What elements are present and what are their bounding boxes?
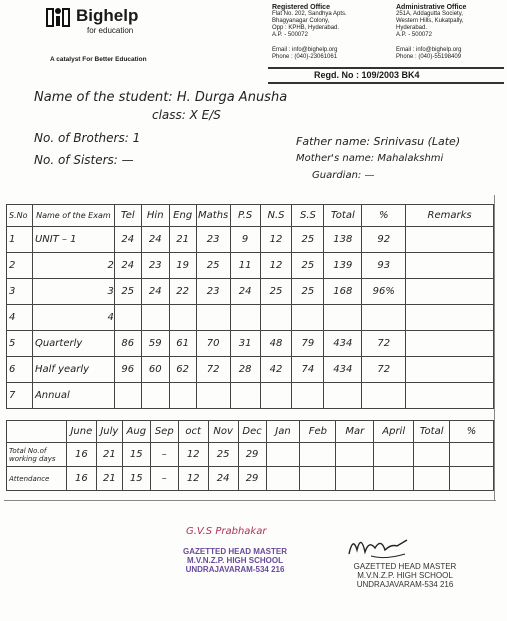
administrative-phone: Phone : (040)-55198409 — [396, 54, 462, 60]
attendance-cell: Attendance — [7, 467, 67, 491]
attendance-header-row — [7, 421, 494, 443]
col-header: Nov — [208, 421, 238, 443]
attendance-cell: – — [150, 443, 178, 467]
marks-cell — [114, 305, 141, 331]
marks-row — [7, 253, 494, 279]
marks-cell: 72 — [362, 357, 406, 383]
logo-name: Bighelp — [76, 6, 139, 25]
attendance-cell: 16 — [66, 467, 96, 491]
registered-email: Email : info@bighelp.org — [272, 47, 338, 53]
marks-cell: 25 — [292, 253, 324, 279]
administrative-office-title: Administrative Office — [396, 4, 467, 11]
attendance-cell: 29 — [238, 467, 266, 491]
page-frame-line — [4, 500, 496, 501]
administrative-line: Western Hills, Kukatpally, — [396, 18, 464, 24]
attendance-cell: 16 — [66, 443, 96, 467]
col-header: Sep — [150, 421, 178, 443]
marks-cell: 79 — [292, 331, 324, 357]
marks-cell — [362, 305, 406, 331]
marks-cell — [406, 253, 494, 279]
marks-cell: 4 — [32, 305, 114, 331]
attendance-cell — [450, 443, 494, 467]
attendance-cell: 12 — [178, 467, 208, 491]
attendance-cell: 15 — [122, 467, 150, 491]
student-name: Name of the student: H. Durga Anusha — [34, 90, 288, 105]
bighelp-logo-icon — [46, 6, 70, 28]
attendance-cell — [374, 467, 414, 491]
marks-row — [7, 227, 494, 253]
administrative-office — [396, 4, 504, 61]
marks-cell: 42 — [260, 357, 292, 383]
attendance-cell — [300, 467, 336, 491]
marks-cell: 25 — [114, 279, 141, 305]
registered-line: Bhagyanagar Colony, — [272, 18, 330, 24]
marks-cell — [169, 383, 196, 409]
marks-cell: 25 — [292, 227, 324, 253]
marks-cell — [292, 383, 324, 409]
marks-cell: 92 — [362, 227, 406, 253]
marks-cell: 138 — [324, 227, 362, 253]
marks-cell — [406, 383, 494, 409]
administrative-line: 251A, Addagutta Society, — [396, 11, 463, 17]
marks-cell — [196, 305, 230, 331]
attendance-cell — [266, 467, 300, 491]
marks-cell — [406, 227, 494, 253]
attendance-table — [6, 420, 494, 491]
marks-row — [7, 305, 494, 331]
marks-cell: 22 — [169, 279, 196, 305]
marks-cell: 4 — [7, 305, 33, 331]
marks-cell: 21 — [169, 227, 196, 253]
marks-cell: 24 — [114, 253, 141, 279]
marks-cell — [230, 305, 260, 331]
attendance-cell: – — [150, 467, 178, 491]
marks-cell — [230, 383, 260, 409]
marks-cell: 72 — [362, 331, 406, 357]
registered-line: Opp : KPHB, Hyderabad. — [272, 25, 340, 31]
marks-cell — [196, 383, 230, 409]
col-header: July — [96, 421, 122, 443]
registered-phone: Phone : (040)-23061061 — [272, 54, 338, 60]
attendance-cell — [266, 443, 300, 467]
col-header: Remarks — [406, 205, 494, 227]
school-stamp-left — [160, 547, 310, 574]
marks-cell: 25 — [260, 279, 292, 305]
marks-cell: 5 — [7, 331, 33, 357]
header-divider — [268, 82, 504, 84]
attendance-cell — [300, 443, 336, 467]
student-class: class: X E/S — [152, 108, 221, 122]
marks-cell — [406, 279, 494, 305]
marks-cell: 96 — [114, 357, 141, 383]
marks-cell: 31 — [230, 331, 260, 357]
marks-cell: 6 — [7, 357, 33, 383]
col-header: N.S — [260, 205, 292, 227]
marks-cell — [114, 383, 141, 409]
marks-cell — [406, 357, 494, 383]
administrative-line: A.P. - 500072 — [396, 32, 432, 38]
attendance-row — [7, 467, 494, 491]
attendance-cell — [414, 443, 450, 467]
attendance-cell: Total No.of working days — [7, 443, 67, 467]
marks-cell: 61 — [169, 331, 196, 357]
marks-cell: 24 — [114, 227, 141, 253]
marks-cell: 24 — [141, 279, 169, 305]
attendance-cell: 12 — [178, 443, 208, 467]
attendance-cell: 21 — [96, 467, 122, 491]
marks-row — [7, 279, 494, 305]
registered-line: A.P. - 500072 — [272, 32, 308, 38]
marks-cell: 25 — [292, 279, 324, 305]
col-header: Dec — [238, 421, 266, 443]
col-header: % — [450, 421, 494, 443]
col-header: Eng — [169, 205, 196, 227]
attendance-cell — [450, 467, 494, 491]
marks-cell: 168 — [324, 279, 362, 305]
marks-cell — [141, 383, 169, 409]
marks-cell: 59 — [141, 331, 169, 357]
marks-cell: 96% — [362, 279, 406, 305]
stamp-line: GAZETTED HEAD MASTER — [183, 547, 287, 556]
stamp-line: UNDRAJAVARAM-534 216 — [356, 580, 454, 589]
marks-cell: 7 — [7, 383, 33, 409]
marks-cell — [362, 383, 406, 409]
marks-cell — [141, 305, 169, 331]
registration-number: Regd. No : 109/2003 BK4 — [314, 70, 420, 80]
stamp-line: UNDRAJAVARAM-534 216 — [185, 565, 285, 574]
marks-row — [7, 383, 494, 409]
logo-subtitle: for education — [87, 26, 134, 35]
marks-cell: 139 — [324, 253, 362, 279]
page-frame-line — [494, 195, 495, 501]
marks-cell: 25 — [196, 253, 230, 279]
marks-cell: 9 — [230, 227, 260, 253]
marks-cell: 24 — [230, 279, 260, 305]
marks-table — [6, 204, 494, 409]
col-header: June — [66, 421, 96, 443]
father-name: Father name: Srinivasu (Late) — [296, 135, 461, 148]
col-header: Feb — [300, 421, 336, 443]
attendance-cell: 21 — [96, 443, 122, 467]
col-header: April — [374, 421, 414, 443]
attendance-cell: 24 — [208, 467, 238, 491]
administrative-email: Email : info@bighelp.org — [396, 47, 462, 53]
mother-name: Mother's name: Mahalakshmi — [296, 153, 444, 164]
guardian-name: Guardian: — — [312, 170, 375, 181]
marks-cell: 434 — [324, 331, 362, 357]
marks-cell: 74 — [292, 357, 324, 383]
marks-cell: 434 — [324, 357, 362, 383]
marks-cell: 3 — [32, 279, 114, 305]
marks-cell: Annual — [32, 383, 114, 409]
marks-cell: 24 — [141, 227, 169, 253]
col-header: Tel — [114, 205, 141, 227]
marks-cell — [324, 305, 362, 331]
marks-cell — [260, 383, 292, 409]
attendance-cell — [336, 443, 374, 467]
stamp-line: M.V.N.Z.P. HIGH SCHOOL — [357, 571, 453, 580]
col-header: Mar — [336, 421, 374, 443]
brothers-count: No. of Brothers: 1 — [34, 131, 141, 145]
attendance-cell — [336, 467, 374, 491]
marks-cell: 72 — [196, 357, 230, 383]
header-divider — [268, 67, 504, 69]
marks-cell — [324, 383, 362, 409]
col-header: Total — [414, 421, 450, 443]
tagline: A catalyst For Better Education — [50, 56, 147, 63]
marks-cell: 62 — [169, 357, 196, 383]
stamp-line: M.V.N.Z.P. HIGH SCHOOL — [186, 556, 283, 565]
school-stamp-right — [330, 562, 480, 589]
col-header: Total — [324, 205, 362, 227]
sisters-count: No. of Sisters: — — [34, 153, 134, 167]
attendance-cell: 29 — [238, 443, 266, 467]
marks-cell: 23 — [141, 253, 169, 279]
marks-cell — [406, 305, 494, 331]
marks-cell: 93 — [362, 253, 406, 279]
stamp-line: GAZETTED HEAD MASTER — [353, 562, 457, 571]
marks-cell: 48 — [260, 331, 292, 357]
marks-row — [7, 331, 494, 357]
marks-cell: 12 — [260, 253, 292, 279]
col-header — [7, 421, 67, 443]
marks-cell: 28 — [230, 357, 260, 383]
registered-office-title: Registered Office — [272, 4, 330, 11]
marks-cell: 2 — [7, 253, 33, 279]
marks-cell: 60 — [141, 357, 169, 383]
attendance-cell — [414, 467, 450, 491]
attendance-cell — [374, 443, 414, 467]
marks-cell — [169, 305, 196, 331]
marks-cell: Quarterly — [32, 331, 114, 357]
headmaster-signature: G.V.S Prabhakar — [186, 526, 267, 537]
marks-cell: 1 — [7, 227, 33, 253]
col-header: oct — [178, 421, 208, 443]
col-header: P.S — [230, 205, 260, 227]
attendance-cell: 15 — [122, 443, 150, 467]
col-header: S.No — [7, 205, 33, 227]
marks-cell: 19 — [169, 253, 196, 279]
attendance-row — [7, 443, 494, 467]
registered-line: Flat No. 202, Sandhya Apts. — [272, 11, 347, 17]
col-header: Aug — [122, 421, 150, 443]
attendance-cell: 25 — [208, 443, 238, 467]
marks-cell — [406, 331, 494, 357]
col-header: Maths — [196, 205, 230, 227]
col-header: S.S — [292, 205, 324, 227]
marks-cell: 23 — [196, 227, 230, 253]
marks-cell: 23 — [196, 279, 230, 305]
marks-row — [7, 357, 494, 383]
col-header: Hin — [141, 205, 169, 227]
col-header: Name of the Exam — [32, 205, 114, 227]
marks-cell — [260, 305, 292, 331]
administrative-line: Hyderabad. — [396, 25, 428, 31]
marks-cell: 11 — [230, 253, 260, 279]
marks-cell: 12 — [260, 227, 292, 253]
marks-cell — [292, 305, 324, 331]
marks-cell: 70 — [196, 331, 230, 357]
registered-office — [272, 4, 382, 61]
marks-header-row — [7, 205, 494, 227]
col-header: % — [362, 205, 406, 227]
marks-cell: 86 — [114, 331, 141, 357]
marks-cell: UNIT – 1 — [32, 227, 114, 253]
marks-cell: 2 — [32, 253, 114, 279]
col-header: Jan — [266, 421, 300, 443]
marks-cell: Half yearly — [32, 357, 114, 383]
marks-cell: 3 — [7, 279, 33, 305]
